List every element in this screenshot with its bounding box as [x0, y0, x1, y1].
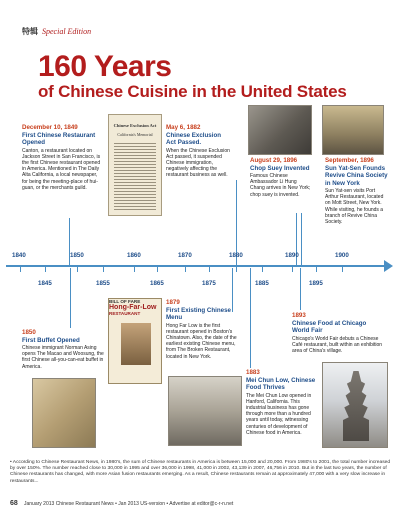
event-1849-text: Canton, a restaurant located on Jackson Street in San Francisco, is the first Chinese restaurant opened in America. Mentioned in The Daily Alta California, a local newspaper, for being the meeting-place of hui-guan, or the merchants guild. — [22, 147, 101, 191]
tick-1880 — [236, 267, 237, 272]
tick-1860 — [134, 267, 135, 272]
timeline-axis — [6, 265, 388, 267]
event-1849-date: December 10, 1849 — [22, 124, 78, 131]
tick-1875 — [209, 267, 210, 272]
connector-1896b — [301, 213, 302, 265]
tick-1900 — [342, 267, 343, 272]
special-edition-tag — [22, 26, 91, 37]
menu-illustration — [121, 323, 151, 365]
event-1883-text: The Mei Chun Low opened in Hanford, California. This industrial business has gone through more than a hundred years until today, witnessing centuries of development of Chinese food in America. — [246, 392, 312, 436]
event-1896a-text: Famous Chinese Ambassador Li Hung Chang arrives in New York; chop suey is invented. — [250, 173, 311, 198]
event-1850-title: First Buffet Opened — [22, 336, 80, 344]
event-1896b-text: Sun Yat-sen visits Port Arthur Restaurant, located on Mott Street, New York. While visiting, he founds a branch of Revive China Society. — [325, 188, 384, 226]
event-1896b-title: Sun Yat-Sen Founds Revive China Society in New York — [325, 164, 388, 187]
timeline-arrow — [384, 260, 393, 272]
menu-restaurant-name: Hong-Far-Low — [109, 304, 157, 311]
year-1840: 1840 — [12, 252, 26, 259]
event-1849 — [22, 124, 104, 191]
event-1882-date: May 6, 1882 — [166, 124, 201, 131]
event-1879-text: Hong Far Low is the first restaurant opened in Boston's Chinatown. Also, the date of the earliest existing Chinese menu, from The Broken Restaurant, located in New York. — [166, 322, 237, 360]
footnote: • According to Chinese Restaurant News, in 1980's, the sum of Chinese restaurants in America is between 15,000 and 20,000. From 1980's to 2001, the total number increased by over 150%. The number reached close to 30,000 in 1995 and over 36,000 in 1998, 41,000 in 2002, 43,139 in 2007, 46,756 in 2010. But in the last two years, the number of Chinese restaurants has changed, with more Asian fusion restaurants emerging. As a result, Chinese restaurants remain at approximately 47,000 with a very slow increase in restaurants... — [10, 460, 391, 484]
event-1850 — [22, 329, 104, 370]
event-1896-revive-china — [325, 157, 389, 225]
port-arthur-photo — [322, 105, 384, 155]
tick-1850 — [77, 267, 78, 272]
event-1883-date: 1883 — [246, 369, 260, 376]
tick-1840 — [20, 267, 21, 272]
year-1890: 1890 — [285, 252, 299, 259]
mei-chun-low-photo — [168, 376, 242, 446]
event-1879 — [166, 299, 238, 360]
special-edition-cn: 特辑 — [22, 27, 38, 36]
year-1865: 1865 — [150, 280, 164, 287]
page-footer: January 2013 Chinese Restaurant News • Jan 2013 US-version • Advertise at editor@c-r-n.net — [24, 501, 234, 507]
event-1893-title: Chinese Food at Chicago World Fair — [292, 319, 367, 334]
tick-1870 — [185, 267, 186, 272]
event-1893-text: Chicago's World Fair debuts a Chinese Café restaurant, built within an exhibition area of China's village. — [292, 335, 383, 354]
special-edition-label: Special Edition — [42, 27, 92, 36]
event-1879-title: First Existing Chinese Menu — [166, 306, 231, 321]
tick-1855 — [103, 267, 104, 272]
year-1885: 1885 — [255, 280, 269, 287]
year-1880: 1880 — [229, 252, 243, 259]
event-1882 — [166, 124, 232, 179]
year-1855: 1855 — [96, 280, 110, 287]
tick-1890 — [292, 267, 293, 272]
event-1882-text: When the Chinese Exclusion Act passed, it suspended Chinese immigration, negatively affecting the restaurant business as well. — [166, 147, 230, 179]
tick-1895 — [316, 267, 317, 272]
event-1893 — [292, 312, 384, 354]
menu-bill-of-fare: BILL OF FARE — [109, 299, 141, 304]
connector-1850 — [70, 268, 71, 328]
event-1883 — [246, 369, 318, 436]
tick-1865 — [157, 267, 158, 272]
event-1896-chop-suey — [250, 157, 312, 198]
event-1879-date: 1879 — [166, 299, 180, 306]
event-1896b-date: September, 1896 — [325, 157, 374, 164]
event-1850-date: 1850 — [22, 329, 36, 336]
event-1849-title: First Chinese Restaurant Opened — [22, 131, 96, 146]
year-1870: 1870 — [178, 252, 192, 259]
page-subtitle: of Chinese Cuisine in the United States — [38, 82, 347, 101]
buffet-photo — [32, 378, 96, 448]
event-1850-text: Chinese immigrant Norman Asing opens The Macao and Woosung, the first Chinese all-you-can-eat buffet in America. — [22, 345, 104, 370]
chop-suey-photo — [248, 105, 312, 155]
year-1845: 1845 — [38, 280, 52, 287]
year-1850: 1850 — [70, 252, 84, 259]
menu-image — [108, 298, 162, 384]
tick-1885 — [262, 267, 263, 272]
connector-1893 — [300, 268, 301, 310]
year-1900: 1900 — [335, 252, 349, 259]
connector-1883 — [250, 268, 251, 368]
year-1860: 1860 — [127, 252, 141, 259]
year-1895: 1895 — [309, 280, 323, 287]
event-1896a-title: Chop Suey Invented — [250, 164, 310, 172]
menu-footer: RESTAURANT — [109, 311, 141, 316]
event-1896a-date: August 29, 1896 — [250, 157, 298, 164]
pagoda-silhouette — [343, 371, 369, 441]
event-1893-date: 1893 — [292, 312, 306, 319]
event-1882-title: Chinese Exclusion Act Passed. — [166, 131, 222, 146]
year-1875: 1875 — [202, 280, 216, 287]
page-number: 68 — [10, 500, 18, 507]
event-1883-title: Mei Chun Low, Chinese Food Thrives — [246, 376, 316, 391]
newspaper-subhead: California's Memorial — [117, 132, 153, 137]
newspaper-text-lines — [114, 141, 156, 211]
page-title: 160 Years — [38, 50, 172, 83]
newspaper-image — [108, 114, 162, 216]
tick-1845 — [45, 267, 46, 272]
newspaper-headline: Chinese Exclusion Act — [113, 123, 157, 128]
chicago-pagoda-photo — [322, 362, 388, 448]
